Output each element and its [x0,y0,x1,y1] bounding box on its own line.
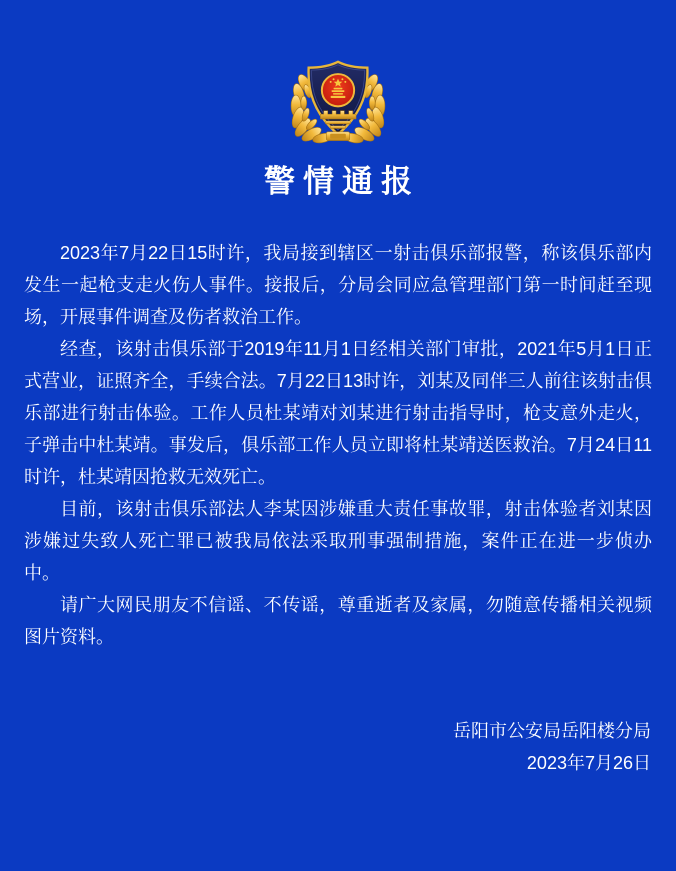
police-notice-page [0,54,676,871]
notice-paragraph: 经查，该射击俱乐部于2019年11月1日经相关部门审批，2021年5月1日正式营业，证照齐全，手续合法。7月22日13时许，刘某及同伴三人前往该射击俱乐部进行射击体验。工作人员杜某靖对刘某进行射击指导时，枪支意外走火，子弹击中杜某靖。事发后，俱乐部工作人员立即将杜某靖送医救治。7月24日11时许，杜某靖因抢救无效死亡。 [24,339,652,487]
notice-paragraph: 2023年7月22日15时许，我局接到辖区一射击俱乐部报警，称该俱乐部内发生一起枪支走火伤人事件。接报后，分局会同应急管理部门第一时间赶至现场，开展事件调查及伤者救治工作。 [24,243,652,327]
notice-title: 警情通报 [264,164,420,199]
notice-paragraph: 目前，该射击俱乐部法人李某因涉嫌重大责任事故罪，射击体验者刘某因涉嫌过失致人死亡罪已被我局依法采取刑事强制措施，案件正在进一步侦办中。 [24,499,652,583]
issue-date: 2023年7月26日 [526,753,651,773]
issuing-agency: 岳阳市公安局岳阳楼分局 [453,721,651,741]
signature-block [0,715,651,779]
notice-document [0,54,676,871]
notice-body [24,237,652,653]
police-badge-icon [275,54,401,144]
notice-paragraph: 请广大网民朋友不信谣、不传谣，尊重逝者及家属，勿随意传播相关视频图片资料。 [24,595,652,647]
